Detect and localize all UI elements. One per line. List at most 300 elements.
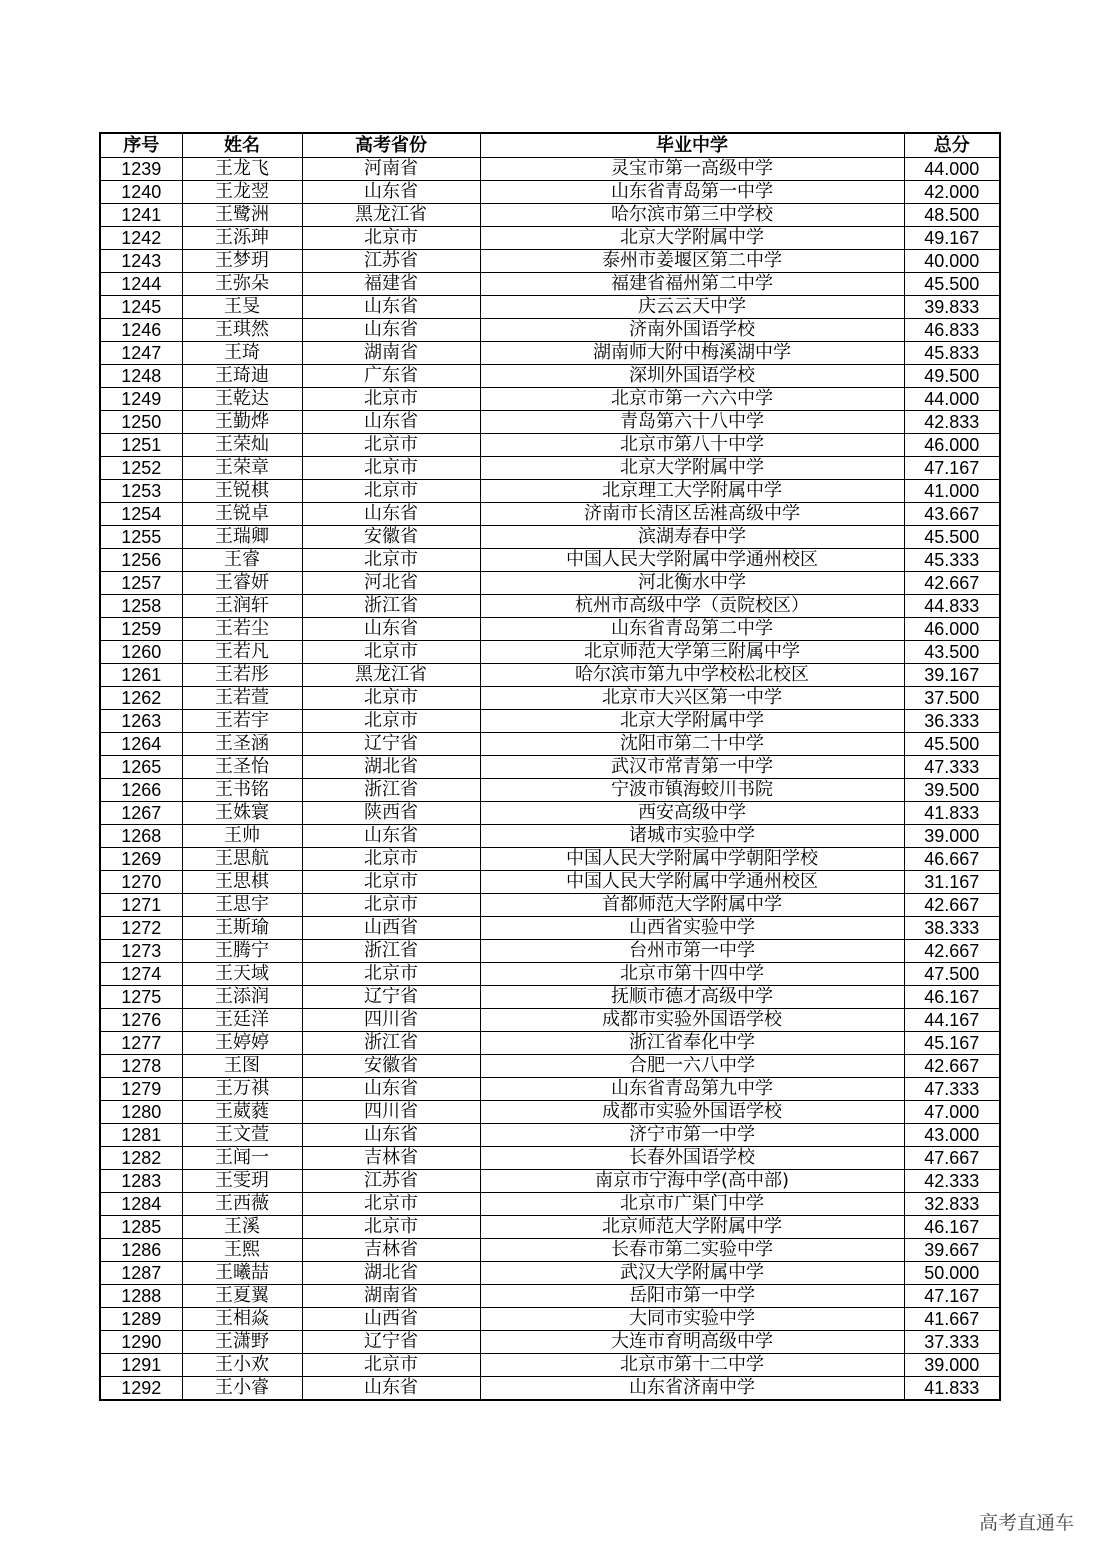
cell-score: 46.667 bbox=[904, 848, 1000, 871]
cell-name: 王小睿 bbox=[182, 1377, 302, 1401]
cell-school: 岳阳市第一中学 bbox=[480, 1285, 904, 1308]
cell-school: 合肥一六八中学 bbox=[480, 1055, 904, 1078]
cell-name: 王梦玥 bbox=[182, 250, 302, 273]
table-row bbox=[100, 963, 1000, 986]
cell-score: 41.667 bbox=[904, 1308, 1000, 1331]
cell-seq: 1291 bbox=[100, 1354, 182, 1377]
cell-name: 王勤烨 bbox=[182, 411, 302, 434]
cell-province: 浙江省 bbox=[302, 940, 480, 963]
table-row bbox=[100, 1285, 1000, 1308]
cell-province: 河北省 bbox=[302, 572, 480, 595]
table-row bbox=[100, 986, 1000, 1009]
cell-score: 41.000 bbox=[904, 480, 1000, 503]
cell-score: 44.833 bbox=[904, 595, 1000, 618]
table-row bbox=[100, 618, 1000, 641]
cell-seq: 1239 bbox=[100, 158, 182, 181]
table-row bbox=[100, 1101, 1000, 1124]
cell-school: 山东省青岛第二中学 bbox=[480, 618, 904, 641]
cell-school: 北京大学附属中学 bbox=[480, 227, 904, 250]
cell-score: 39.500 bbox=[904, 779, 1000, 802]
table-row bbox=[100, 319, 1000, 342]
cell-province: 山东省 bbox=[302, 296, 480, 319]
table-row bbox=[100, 1262, 1000, 1285]
cell-score: 45.500 bbox=[904, 733, 1000, 756]
cell-score: 43.000 bbox=[904, 1124, 1000, 1147]
cell-name: 王廷洋 bbox=[182, 1009, 302, 1032]
cell-school: 哈尔滨市第九中学校松北校区 bbox=[480, 664, 904, 687]
cell-score: 39.167 bbox=[904, 664, 1000, 687]
cell-name: 王婷婷 bbox=[182, 1032, 302, 1055]
table-row bbox=[100, 1032, 1000, 1055]
cell-name: 王天域 bbox=[182, 963, 302, 986]
cell-school: 北京市大兴区第一中学 bbox=[480, 687, 904, 710]
cell-province: 安徽省 bbox=[302, 526, 480, 549]
cell-school: 济宁市第一中学 bbox=[480, 1124, 904, 1147]
cell-seq: 1272 bbox=[100, 917, 182, 940]
cell-province: 北京市 bbox=[302, 434, 480, 457]
cell-name: 王思航 bbox=[182, 848, 302, 871]
table-row bbox=[100, 1078, 1000, 1101]
cell-province: 山西省 bbox=[302, 1308, 480, 1331]
cell-score: 47.667 bbox=[904, 1147, 1000, 1170]
cell-province: 吉林省 bbox=[302, 1239, 480, 1262]
cell-seq: 1244 bbox=[100, 273, 182, 296]
cell-province: 北京市 bbox=[302, 963, 480, 986]
cell-school: 浙江省奉化中学 bbox=[480, 1032, 904, 1055]
cell-school: 大连市育明高级中学 bbox=[480, 1331, 904, 1354]
header-province: 高考省份 bbox=[302, 133, 480, 158]
cell-score: 45.333 bbox=[904, 549, 1000, 572]
cell-score: 31.167 bbox=[904, 871, 1000, 894]
cell-seq: 1279 bbox=[100, 1078, 182, 1101]
cell-score: 43.667 bbox=[904, 503, 1000, 526]
table-row bbox=[100, 411, 1000, 434]
table-row bbox=[100, 503, 1000, 526]
cell-score: 39.667 bbox=[904, 1239, 1000, 1262]
table-row bbox=[100, 1147, 1000, 1170]
cell-province: 安徽省 bbox=[302, 1055, 480, 1078]
cell-seq: 1278 bbox=[100, 1055, 182, 1078]
table-row bbox=[100, 1331, 1000, 1354]
cell-name: 王睿妍 bbox=[182, 572, 302, 595]
table-row bbox=[100, 641, 1000, 664]
cell-name: 王泺珅 bbox=[182, 227, 302, 250]
cell-name: 王若凡 bbox=[182, 641, 302, 664]
cell-name: 王斯瑜 bbox=[182, 917, 302, 940]
cell-seq: 1265 bbox=[100, 756, 182, 779]
cell-school: 南京市宁海中学(高中部) bbox=[480, 1170, 904, 1193]
cell-province: 四川省 bbox=[302, 1101, 480, 1124]
table-row bbox=[100, 595, 1000, 618]
cell-score: 46.167 bbox=[904, 986, 1000, 1009]
cell-province: 浙江省 bbox=[302, 1032, 480, 1055]
cell-seq: 1254 bbox=[100, 503, 182, 526]
cell-province: 北京市 bbox=[302, 894, 480, 917]
cell-name: 王荣灿 bbox=[182, 434, 302, 457]
cell-province: 湖南省 bbox=[302, 342, 480, 365]
table-row bbox=[100, 848, 1000, 871]
cell-province: 辽宁省 bbox=[302, 733, 480, 756]
cell-score: 47.500 bbox=[904, 963, 1000, 986]
cell-school: 北京市第八十中学 bbox=[480, 434, 904, 457]
cell-name: 王若萱 bbox=[182, 687, 302, 710]
cell-name: 王若彤 bbox=[182, 664, 302, 687]
cell-province: 山东省 bbox=[302, 503, 480, 526]
cell-score: 42.667 bbox=[904, 572, 1000, 595]
table-row bbox=[100, 181, 1000, 204]
cell-seq: 1248 bbox=[100, 365, 182, 388]
cell-school: 抚顺市德才高级中学 bbox=[480, 986, 904, 1009]
cell-school: 杭州市高级中学（贡院校区） bbox=[480, 595, 904, 618]
cell-school: 长春外国语学校 bbox=[480, 1147, 904, 1170]
cell-school: 泰州市姜堰区第二中学 bbox=[480, 250, 904, 273]
table-row bbox=[100, 388, 1000, 411]
cell-school: 山东省济南中学 bbox=[480, 1377, 904, 1401]
cell-province: 北京市 bbox=[302, 1216, 480, 1239]
cell-name: 王姝寰 bbox=[182, 802, 302, 825]
cell-school: 诸城市实验中学 bbox=[480, 825, 904, 848]
cell-score: 47.000 bbox=[904, 1101, 1000, 1124]
cell-name: 王旻 bbox=[182, 296, 302, 319]
cell-seq: 1271 bbox=[100, 894, 182, 917]
cell-name: 王腾宁 bbox=[182, 940, 302, 963]
cell-score: 37.500 bbox=[904, 687, 1000, 710]
table-row bbox=[100, 1193, 1000, 1216]
cell-school: 沈阳市第二十中学 bbox=[480, 733, 904, 756]
table-row bbox=[100, 549, 1000, 572]
cell-province: 福建省 bbox=[302, 273, 480, 296]
cell-name: 王琪然 bbox=[182, 319, 302, 342]
cell-seq: 1249 bbox=[100, 388, 182, 411]
cell-seq: 1274 bbox=[100, 963, 182, 986]
cell-province: 吉林省 bbox=[302, 1147, 480, 1170]
cell-name: 王溪 bbox=[182, 1216, 302, 1239]
cell-seq: 1261 bbox=[100, 664, 182, 687]
table-row bbox=[100, 802, 1000, 825]
table-row bbox=[100, 1055, 1000, 1078]
cell-school: 哈尔滨市第三中学校 bbox=[480, 204, 904, 227]
cell-score: 47.333 bbox=[904, 756, 1000, 779]
cell-province: 山东省 bbox=[302, 825, 480, 848]
cell-name: 王相焱 bbox=[182, 1308, 302, 1331]
table-row bbox=[100, 526, 1000, 549]
cell-school: 河北衡水中学 bbox=[480, 572, 904, 595]
cell-name: 王荣章 bbox=[182, 457, 302, 480]
cell-province: 黑龙江省 bbox=[302, 664, 480, 687]
cell-score: 45.167 bbox=[904, 1032, 1000, 1055]
cell-seq: 1246 bbox=[100, 319, 182, 342]
cell-school: 中国人民大学附属中学通州校区 bbox=[480, 871, 904, 894]
cell-province: 北京市 bbox=[302, 1354, 480, 1377]
cell-name: 王葳蕤 bbox=[182, 1101, 302, 1124]
cell-school: 西安高级中学 bbox=[480, 802, 904, 825]
cell-seq: 1242 bbox=[100, 227, 182, 250]
cell-name: 王圣涵 bbox=[182, 733, 302, 756]
table-body bbox=[100, 158, 1000, 1401]
table-row bbox=[100, 572, 1000, 595]
cell-score: 39.000 bbox=[904, 825, 1000, 848]
cell-seq: 1260 bbox=[100, 641, 182, 664]
cell-province: 北京市 bbox=[302, 871, 480, 894]
cell-seq: 1275 bbox=[100, 986, 182, 1009]
cell-score: 46.000 bbox=[904, 434, 1000, 457]
cell-name: 王圣怡 bbox=[182, 756, 302, 779]
header-seq: 序号 bbox=[100, 133, 182, 158]
cell-seq: 1258 bbox=[100, 595, 182, 618]
cell-name: 王帅 bbox=[182, 825, 302, 848]
cell-province: 陕西省 bbox=[302, 802, 480, 825]
table-row bbox=[100, 273, 1000, 296]
cell-score: 44.167 bbox=[904, 1009, 1000, 1032]
cell-province: 山东省 bbox=[302, 1124, 480, 1147]
cell-score: 45.500 bbox=[904, 526, 1000, 549]
watermark-text: 高考直通车 bbox=[978, 1512, 1074, 1534]
cell-province: 山东省 bbox=[302, 319, 480, 342]
cell-score: 39.833 bbox=[904, 296, 1000, 319]
cell-score: 44.000 bbox=[904, 388, 1000, 411]
cell-score: 41.833 bbox=[904, 1377, 1000, 1401]
cell-score: 42.833 bbox=[904, 411, 1000, 434]
cell-seq: 1267 bbox=[100, 802, 182, 825]
table-row bbox=[100, 940, 1000, 963]
cell-seq: 1270 bbox=[100, 871, 182, 894]
cell-name: 王添润 bbox=[182, 986, 302, 1009]
cell-seq: 1257 bbox=[100, 572, 182, 595]
cell-province: 四川省 bbox=[302, 1009, 480, 1032]
cell-school: 湖南师大附中梅溪湖中学 bbox=[480, 342, 904, 365]
cell-score: 42.667 bbox=[904, 1055, 1000, 1078]
table-row bbox=[100, 250, 1000, 273]
cell-score: 43.500 bbox=[904, 641, 1000, 664]
table-row bbox=[100, 457, 1000, 480]
cell-seq: 1241 bbox=[100, 204, 182, 227]
table-row bbox=[100, 917, 1000, 940]
cell-name: 王琦 bbox=[182, 342, 302, 365]
table-row bbox=[100, 227, 1000, 250]
cell-seq: 1250 bbox=[100, 411, 182, 434]
cell-score: 49.167 bbox=[904, 227, 1000, 250]
cell-province: 湖北省 bbox=[302, 756, 480, 779]
cell-score: 46.000 bbox=[904, 618, 1000, 641]
cell-name: 王乾达 bbox=[182, 388, 302, 411]
cell-name: 王润轩 bbox=[182, 595, 302, 618]
cell-province: 北京市 bbox=[302, 1193, 480, 1216]
cell-school: 成都市实验外国语学校 bbox=[480, 1009, 904, 1032]
cell-name: 王夏翼 bbox=[182, 1285, 302, 1308]
cell-name: 王弥朵 bbox=[182, 273, 302, 296]
table-row bbox=[100, 1009, 1000, 1032]
cell-province: 湖北省 bbox=[302, 1262, 480, 1285]
cell-province: 北京市 bbox=[302, 710, 480, 733]
cell-name: 王书铭 bbox=[182, 779, 302, 802]
cell-school: 北京市广渠门中学 bbox=[480, 1193, 904, 1216]
cell-province: 辽宁省 bbox=[302, 1331, 480, 1354]
cell-province: 河南省 bbox=[302, 158, 480, 181]
cell-seq: 1266 bbox=[100, 779, 182, 802]
cell-name: 王琦迪 bbox=[182, 365, 302, 388]
cell-name: 王龙飞 bbox=[182, 158, 302, 181]
table-row bbox=[100, 756, 1000, 779]
table-row bbox=[100, 687, 1000, 710]
cell-seq: 1269 bbox=[100, 848, 182, 871]
cell-score: 42.000 bbox=[904, 181, 1000, 204]
cell-seq: 1240 bbox=[100, 181, 182, 204]
cell-name: 王睿 bbox=[182, 549, 302, 572]
cell-province: 江苏省 bbox=[302, 250, 480, 273]
cell-seq: 1273 bbox=[100, 940, 182, 963]
cell-seq: 1280 bbox=[100, 1101, 182, 1124]
cell-school: 北京市第十四中学 bbox=[480, 963, 904, 986]
table-row bbox=[100, 664, 1000, 687]
cell-score: 47.167 bbox=[904, 457, 1000, 480]
cell-school: 台州市第一中学 bbox=[480, 940, 904, 963]
cell-school: 长春市第二实验中学 bbox=[480, 1239, 904, 1262]
cell-school: 北京师范大学附属中学 bbox=[480, 1216, 904, 1239]
cell-school: 济南外国语学校 bbox=[480, 319, 904, 342]
cell-school: 灵宝市第一高级中学 bbox=[480, 158, 904, 181]
cell-province: 山西省 bbox=[302, 917, 480, 940]
cell-school: 济南市长清区岳溎高级中学 bbox=[480, 503, 904, 526]
cell-score: 46.167 bbox=[904, 1216, 1000, 1239]
cell-province: 山东省 bbox=[302, 1377, 480, 1401]
table-row bbox=[100, 1239, 1000, 1262]
cell-province: 辽宁省 bbox=[302, 986, 480, 1009]
cell-seq: 1287 bbox=[100, 1262, 182, 1285]
cell-seq: 1251 bbox=[100, 434, 182, 457]
cell-seq: 1288 bbox=[100, 1285, 182, 1308]
cell-school: 中国人民大学附属中学通州校区 bbox=[480, 549, 904, 572]
table-row bbox=[100, 710, 1000, 733]
cell-province: 北京市 bbox=[302, 480, 480, 503]
cell-name: 王小欢 bbox=[182, 1354, 302, 1377]
cell-name: 王万祺 bbox=[182, 1078, 302, 1101]
cell-score: 45.500 bbox=[904, 273, 1000, 296]
table-row bbox=[100, 1124, 1000, 1147]
cell-school: 庆云云天中学 bbox=[480, 296, 904, 319]
cell-score: 36.333 bbox=[904, 710, 1000, 733]
cell-province: 北京市 bbox=[302, 848, 480, 871]
cell-school: 山东省青岛第一中学 bbox=[480, 181, 904, 204]
table-row bbox=[100, 296, 1000, 319]
table-row bbox=[100, 480, 1000, 503]
cell-province: 黑龙江省 bbox=[302, 204, 480, 227]
cell-score: 49.500 bbox=[904, 365, 1000, 388]
table-row bbox=[100, 342, 1000, 365]
roster-table bbox=[99, 132, 1001, 1401]
table-row bbox=[100, 1308, 1000, 1331]
table-row bbox=[100, 733, 1000, 756]
table-row bbox=[100, 894, 1000, 917]
cell-score: 32.833 bbox=[904, 1193, 1000, 1216]
cell-school: 北京市第一六六中学 bbox=[480, 388, 904, 411]
cell-school: 北京大学附属中学 bbox=[480, 710, 904, 733]
table-row bbox=[100, 871, 1000, 894]
table-header-row bbox=[100, 133, 1000, 158]
cell-score: 42.667 bbox=[904, 940, 1000, 963]
cell-school: 武汉大学附属中学 bbox=[480, 1262, 904, 1285]
cell-school: 深圳外国语学校 bbox=[480, 365, 904, 388]
header-name: 姓名 bbox=[182, 133, 302, 158]
cell-score: 41.833 bbox=[904, 802, 1000, 825]
cell-name: 王龙翌 bbox=[182, 181, 302, 204]
cell-seq: 1252 bbox=[100, 457, 182, 480]
cell-province: 北京市 bbox=[302, 549, 480, 572]
cell-name: 王思棋 bbox=[182, 871, 302, 894]
cell-school: 宁波市镇海蛟川书院 bbox=[480, 779, 904, 802]
cell-seq: 1268 bbox=[100, 825, 182, 848]
header-school: 毕业中学 bbox=[480, 133, 904, 158]
cell-school: 山东省青岛第九中学 bbox=[480, 1078, 904, 1101]
cell-seq: 1243 bbox=[100, 250, 182, 273]
cell-school: 北京理工大学附属中学 bbox=[480, 480, 904, 503]
cell-seq: 1284 bbox=[100, 1193, 182, 1216]
cell-name: 王文萱 bbox=[182, 1124, 302, 1147]
cell-score: 40.000 bbox=[904, 250, 1000, 273]
cell-name: 王瑞卿 bbox=[182, 526, 302, 549]
table-row bbox=[100, 1216, 1000, 1239]
cell-seq: 1290 bbox=[100, 1331, 182, 1354]
cell-name: 王若尘 bbox=[182, 618, 302, 641]
cell-province: 山东省 bbox=[302, 411, 480, 434]
cell-score: 42.333 bbox=[904, 1170, 1000, 1193]
cell-province: 北京市 bbox=[302, 687, 480, 710]
cell-seq: 1264 bbox=[100, 733, 182, 756]
cell-school: 大同市实验中学 bbox=[480, 1308, 904, 1331]
cell-name: 王锐棋 bbox=[182, 480, 302, 503]
cell-seq: 1286 bbox=[100, 1239, 182, 1262]
cell-school: 武汉市常青第一中学 bbox=[480, 756, 904, 779]
table-row bbox=[100, 779, 1000, 802]
cell-name: 王图 bbox=[182, 1055, 302, 1078]
cell-school: 北京大学附属中学 bbox=[480, 457, 904, 480]
cell-seq: 1253 bbox=[100, 480, 182, 503]
cell-province: 北京市 bbox=[302, 641, 480, 664]
cell-score: 39.000 bbox=[904, 1354, 1000, 1377]
cell-school: 福建省福州第二中学 bbox=[480, 273, 904, 296]
cell-score: 38.333 bbox=[904, 917, 1000, 940]
table-row bbox=[100, 204, 1000, 227]
cell-score: 44.000 bbox=[904, 158, 1000, 181]
table-row bbox=[100, 434, 1000, 457]
cell-name: 王锐卓 bbox=[182, 503, 302, 526]
cell-school: 北京市第十二中学 bbox=[480, 1354, 904, 1377]
cell-score: 42.667 bbox=[904, 894, 1000, 917]
cell-seq: 1282 bbox=[100, 1147, 182, 1170]
cell-seq: 1276 bbox=[100, 1009, 182, 1032]
cell-name: 王闻一 bbox=[182, 1147, 302, 1170]
cell-school: 青岛第六十八中学 bbox=[480, 411, 904, 434]
cell-score: 47.167 bbox=[904, 1285, 1000, 1308]
cell-province: 北京市 bbox=[302, 388, 480, 411]
cell-seq: 1277 bbox=[100, 1032, 182, 1055]
table-row bbox=[100, 158, 1000, 181]
cell-province: 浙江省 bbox=[302, 595, 480, 618]
cell-seq: 1285 bbox=[100, 1216, 182, 1239]
header-score: 总分 bbox=[904, 133, 1000, 158]
cell-province: 浙江省 bbox=[302, 779, 480, 802]
cell-score: 37.333 bbox=[904, 1331, 1000, 1354]
cell-name: 王曦喆 bbox=[182, 1262, 302, 1285]
table-row bbox=[100, 825, 1000, 848]
cell-province: 江苏省 bbox=[302, 1170, 480, 1193]
cell-name: 王西薇 bbox=[182, 1193, 302, 1216]
cell-score: 45.833 bbox=[904, 342, 1000, 365]
cell-seq: 1245 bbox=[100, 296, 182, 319]
cell-province: 北京市 bbox=[302, 457, 480, 480]
cell-name: 王若宇 bbox=[182, 710, 302, 733]
cell-seq: 1283 bbox=[100, 1170, 182, 1193]
cell-score: 50.000 bbox=[904, 1262, 1000, 1285]
